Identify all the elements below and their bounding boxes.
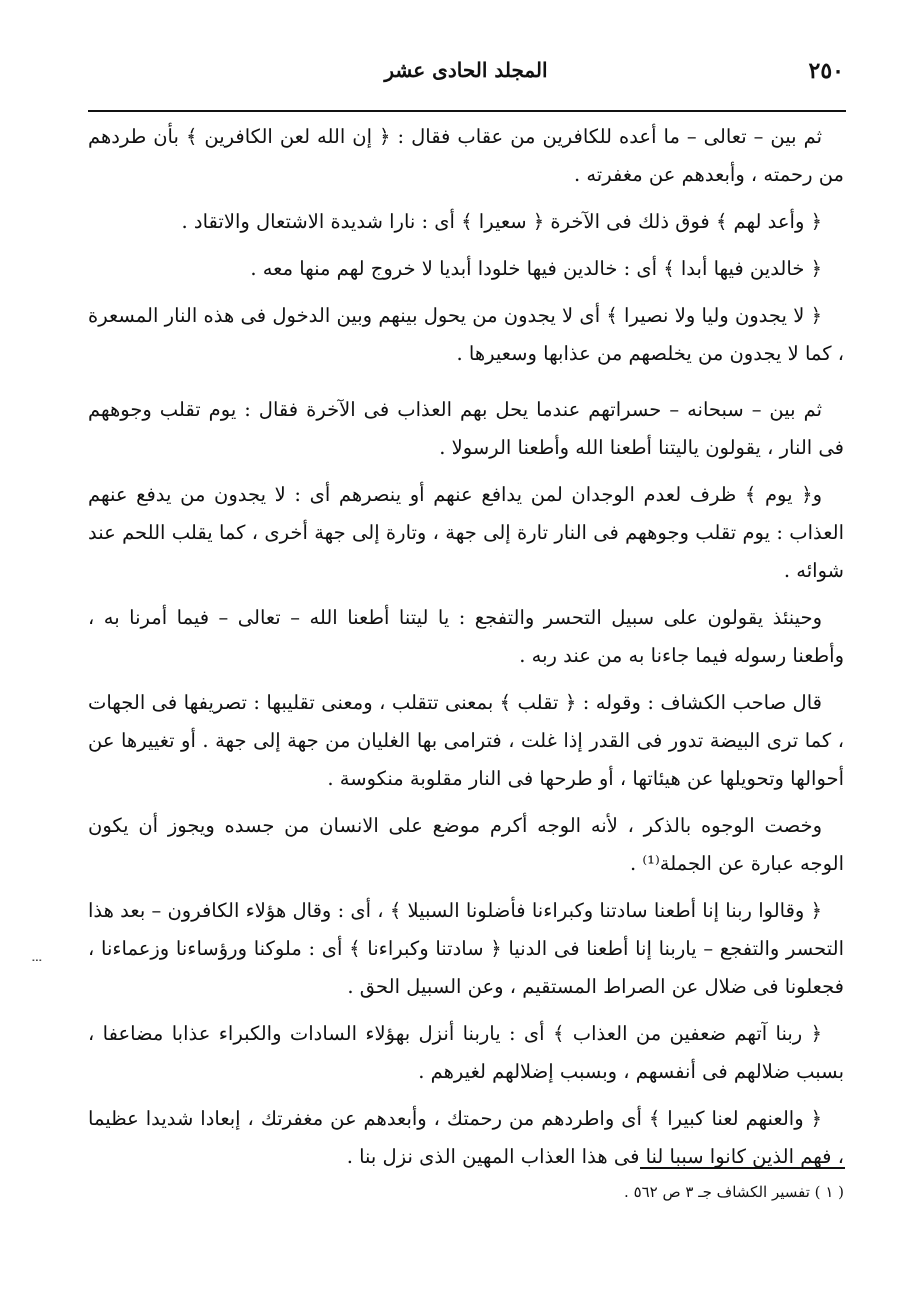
paragraph: ﴿ لا يجدون وليا ولا نصيرا ﴾ أى لا يجدون من يحول بينهم وبين الدخول فى هذه النار المسعرة ، كما لا يجدون من يخلصهم من عذابها وسعيرها . — [88, 304, 844, 365]
paragraph: ﴿ والعنهم لعنا كبيرا ﴾ أى واطردهم من رحمتك ، وأبعدهم عن مغفرتك ، إبعادا شديدا عظيما ، فهم الذين كانوا سببا لنا فى هذا العذاب المهين الذى نزل بنا . — [88, 1107, 844, 1168]
paragraph: ثم بين – سبحانه – حسراتهم عندما يحل بهم العذاب فى الآخرة فقال : يوم تقلب وجوههم فى النار ، يقولون ياليتنا أطعنا الله وأطعنا الرسولا . — [88, 398, 844, 459]
paragraph: قال صاحب الكشاف : وقوله : ﴿ تقلب ﴾ بمعنى تتقلب ، ومعنى تقليبها : تصريفها فى الجهات ، كما ترى البيضة تدور فى القدر إذا غلت ، فترامى بها الغليان من جهة إلى جهة . أو تغييرها عن أحوالها وتحويلها عن هيئاتها ، أو طرحها فى النار مقلوبة منكوسة . — [88, 691, 844, 790]
paragraph: ﴿ خالدين فيها أبدا ﴾ أى : خالدين فيها خلودا أبديا لا خروج لهم منها معه . — [250, 257, 822, 280]
paragraph: ﴿ وقالوا ربنا إنا أطعنا سادتنا وكبراءنا فأضلونا السبيلا ﴾ ، أى : وقال هؤلاء الكافرون – بعد هذا التحسر والتفجع – ياربنا إنا أطعنا فى الدنيا ﴿ سادتنا وكبراءنا ﴾ أى : ملوكنا ورؤساءنا وزعماءنا ، فجعلونا فى ضلال عن الصراط المستقيم ، وعن السبيل الحق . — [88, 899, 844, 998]
paragraph: ﴿ وأعد لهم ﴾ فوق ذلك فى الآخرة ﴿ سعيرا ﴾ أى : نارا شديدة الاشتعال والاتقاد . — [181, 210, 822, 233]
page-header — [88, 58, 844, 98]
footnote-rule — [640, 1167, 845, 1169]
page-number: ٢٥٠ — [808, 58, 844, 84]
paragraph: ثم بين – تعالى – ما أعده للكافرين من عقاب فقال : ﴿ إن الله لعن الكافرين ﴾ بأن طردهم من رحمته ، وأبعدهم عن مغفرته . — [88, 125, 844, 186]
paragraph: وحينئذ يقولون على سبيل التحسر والتفجع : يا ليتنا أطعنا الله – تعالى – فيما أمرنا به ، وأطعنا رسوله فيما جاءنا به من عند ربه . — [88, 606, 844, 667]
footnote: ( ١ ) تفسير الكشاف جـ ٣ ص ٥٦٢ . — [624, 1183, 844, 1201]
page-body — [88, 118, 844, 1185]
running-title: المجلد الحادى عشر — [384, 58, 548, 82]
header-rule — [88, 110, 846, 112]
paragraph: و﴿ يوم ﴾ ظرف لعدم الوجدان لمن يدافع عنهم أو ينصرهم أى : لا يجدون من يدفع عنهم العذاب : يوم تقلب وجوههم فى النار تارة إلى جهة ، وتارة إلى جهة أخرى ، كما يقلب اللحم عند شوائه . — [88, 483, 844, 582]
paragraph: وخصت الوجوه بالذكر ، لأنه الوجه أكرم موضع على الانسان من جسده ويجوز أن يكون الوجه عبارة عن الجملة⁽¹⁾ . — [88, 814, 844, 875]
paragraph: ﴿ ربنا آتهم ضعفين من العذاب ﴾ أى : ياربنا أنزل بهؤلاء السادات والكبراء عذابا مضاعفا ، بسبب ضلالهم فى أنفسهم ، وبسبب إضلالهم لغيرهم . — [88, 1022, 844, 1083]
margin-mark: ⁝ — [28, 958, 44, 963]
